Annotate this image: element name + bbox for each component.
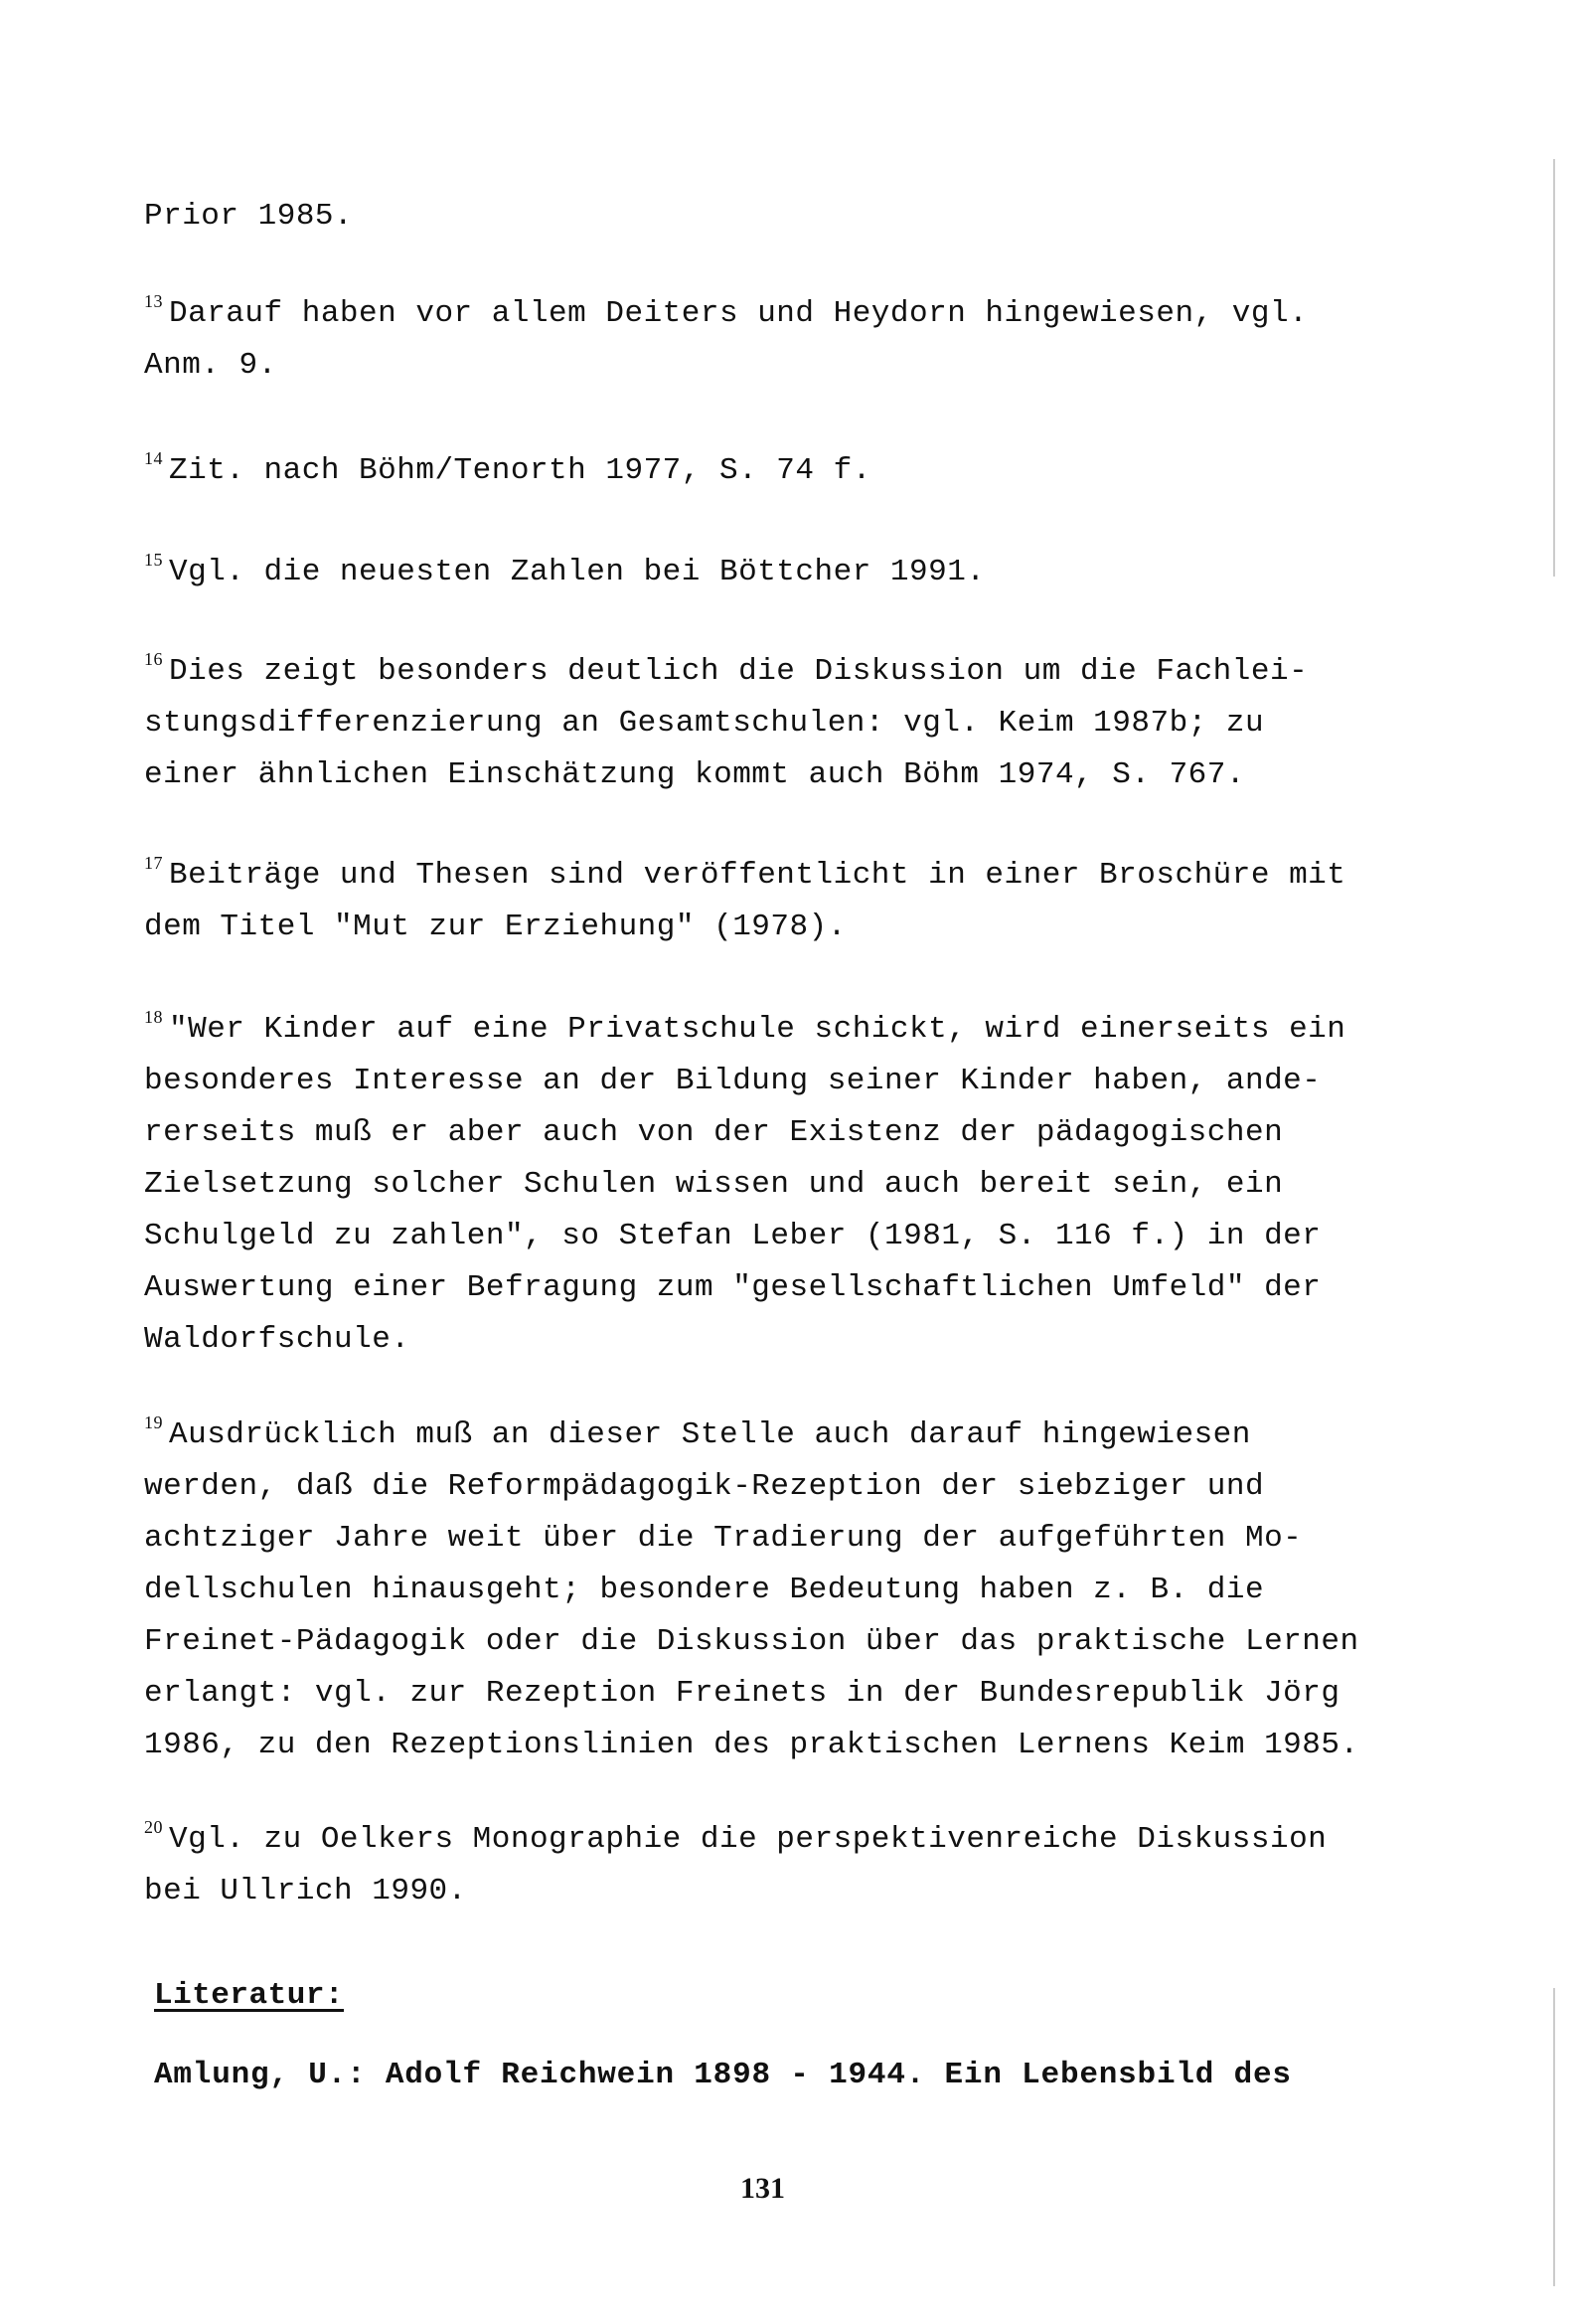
- footnote-line: bei Ullrich 1990.: [144, 1874, 467, 1909]
- literature-entry: Amlung, U.: Adolf Reichwein 1898 - 1944. Ein Lebensbild des: [154, 2058, 1292, 2092]
- footnote-line: Ausdrücklich muß an dieser Stelle auch darauf hingewiesen: [169, 1417, 1251, 1452]
- footnote-number: 18: [144, 1007, 163, 1027]
- footnote-number: 16: [144, 649, 163, 669]
- footnote-line: Darauf haben vor allem Deiters und Heydorn hingewiesen, vgl.: [169, 296, 1309, 331]
- scan-edge-mark: [1553, 159, 1555, 577]
- footnote-line: Auswertung einer Befragung zum "gesellschaftlichen Umfeld" der: [144, 1270, 1322, 1305]
- footnote-line: Zielsetzung solcher Schulen wissen und auch bereit sein, ein: [144, 1167, 1284, 1202]
- footnote-line: einer ähnlichen Einschätzung kommt auch Böhm 1974, S. 767.: [144, 757, 1245, 792]
- footnote-16: [144, 646, 1376, 801]
- footnote-number: 15: [144, 550, 163, 570]
- footnote-line: besonderes Interesse an der Bildung seiner Kinder haben, ande-: [144, 1064, 1322, 1098]
- footnote-15: [144, 547, 1376, 598]
- footnote-number: 19: [144, 1412, 163, 1432]
- literature-heading: Literatur:: [154, 1978, 345, 2013]
- footnote-number: 17: [144, 853, 163, 873]
- footnote-14: [144, 445, 1376, 497]
- footnote-13: [144, 288, 1376, 392]
- footnote-line: stungsdifferenzierung an Gesamtschulen: vgl. Keim 1987b; zu: [144, 706, 1265, 741]
- footnote-line: Zit. nach Böhm/Tenorth 1977, S. 74 f.: [169, 453, 871, 488]
- footnote-line: dellschulen hinausgeht; besondere Bedeutung haben z. B. die: [144, 1573, 1265, 1607]
- scan-edge-mark: [1553, 1988, 1555, 2286]
- footnote-line: Schulgeld zu zahlen", so Stefan Leber (1981, S. 116 f.) in der: [144, 1219, 1322, 1253]
- footnote-line: Vgl. zu Oelkers Monographie die perspektivenreiche Diskussion: [169, 1822, 1328, 1857]
- footnote-line: achtziger Jahre weit über die Tradierung der aufgeführten Mo-: [144, 1521, 1303, 1556]
- footnote-number: 14: [144, 448, 163, 468]
- footnote-19: [144, 1410, 1376, 1771]
- footnote-line: dem Titel "Mut zur Erziehung" (1978).: [144, 910, 847, 944]
- footnote-20: [144, 1814, 1376, 1917]
- footnote-line: Beiträge und Thesen sind veröffentlicht in einer Broschüre mit: [169, 858, 1346, 893]
- footnote-line: Freinet-Pädagogik oder die Diskussion über das praktische Lernen: [144, 1624, 1359, 1659]
- prior-line: [144, 191, 1376, 243]
- footnote-line: 1986, zu den Rezeptionslinien des praktischen Lernens Keim 1985.: [144, 1728, 1359, 1762]
- page-number: 131: [740, 2172, 785, 2205]
- footnote-line: werden, daß die Reformpädagogik-Rezeption der siebziger und: [144, 1469, 1265, 1504]
- footnote-line: Dies zeigt besonders deutlich die Diskussion um die Fachlei-: [169, 654, 1309, 689]
- prior-text: Prior 1985.: [144, 199, 354, 234]
- footnote-line: Anm. 9.: [144, 348, 277, 383]
- footnote-line: "Wer Kinder auf eine Privatschule schickt, wird einerseits ein: [169, 1012, 1346, 1047]
- footnote-17: [144, 850, 1376, 953]
- footnote-18: [144, 1004, 1376, 1366]
- footnote-number: 13: [144, 291, 163, 311]
- footnote-line: Waldorfschule.: [144, 1322, 410, 1357]
- footnote-line: Vgl. die neuesten Zahlen bei Böttcher 1991.: [169, 555, 986, 589]
- footnote-line: erlangt: vgl. zur Rezeption Freinets in der Bundesrepublik Jörg: [144, 1676, 1340, 1711]
- footnote-number: 20: [144, 1817, 163, 1837]
- footnote-line: rerseits muß er aber auch von der Existenz der pädagogischen: [144, 1115, 1284, 1150]
